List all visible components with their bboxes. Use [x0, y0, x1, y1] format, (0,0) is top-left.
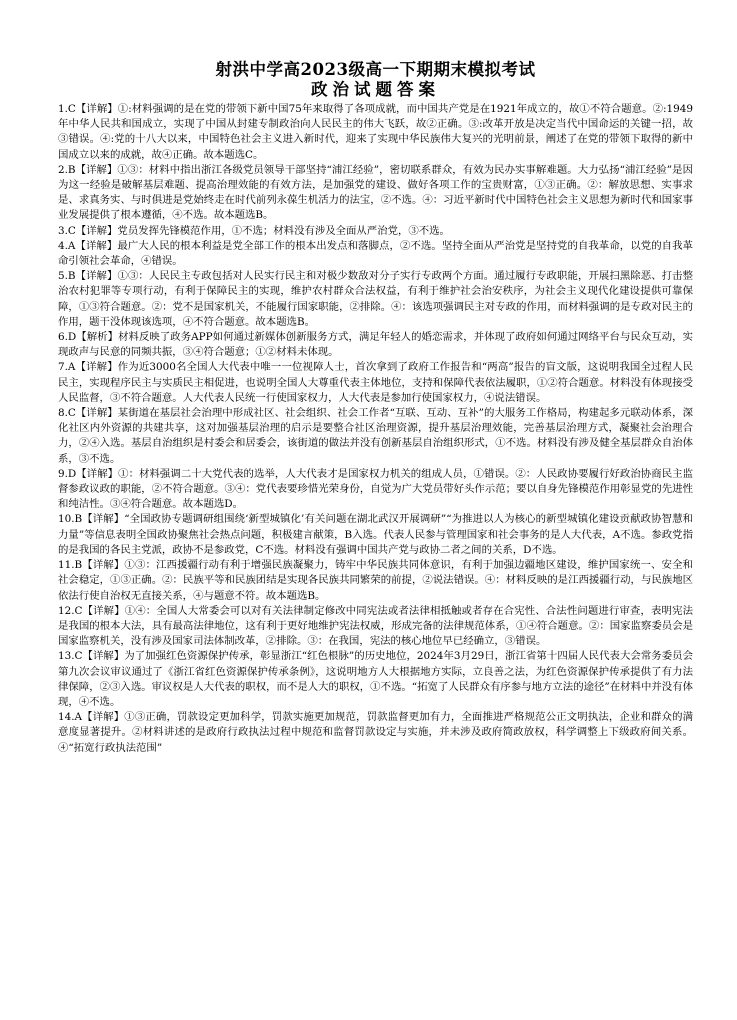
answer-item: 13.C【详解】为了加强红色资源保护传承，彰显浙江“红色根脉”的历史地位，2024年3月29日，浙江省第十四届人民代表大会常务委员会第九次会议审议通过了《浙江省红色资源保护传承条例》，这说明地方人大根据地方实际，立良善之法，为红色资源保护传承提供了有力法律保障，②③入选。审议权是人大代表的职权，而不是人大的职权，①不选。“拓宽了人民群众有序参与地方立法的途径”在材料中并没有体现，④不选。 [58, 650, 693, 708]
answer-item: 3.C【详解】党员发挥先锋模范作用，①不选；材料没有涉及全面从严治党，③不选。 [58, 224, 450, 237]
answer-item: 4.A【详解】最广大人民的根本利益是党全部工作的根本出发点和落脚点，②不选。坚持全面从严治党是坚持党的自我革命，以党的自我革命引领社会革命，④错误。 [58, 239, 693, 268]
answer-item: 14.A【详解】①③正确，罚款设定更加科学，罚款实施更加规范，罚款监督更加有力，全面推进严格规范公正文明执法，企业和群众的满意度显著提升。②材料讲述的是政府行政执法过程中规范和监督罚款设定与实施，并未涉及政府简政放权，科学调整上下级政府间关系。④“拓宽行政执法范围” [58, 711, 693, 754]
answer-item: 9.D【详解】①：材料强调二十大党代表的选举，人大代表才是国家权力机关的组成人员，①错误。②：人民政协要履行好政治协商民主监督参政议政的职能，②不符合题意。③④：党代表要珍惜光荣身份，自觉为广大党员带好头作示范；要以自身先锋模范作用彰显党的先进性和纯洁性。③④符合题意。故本题选D。 [58, 467, 693, 511]
answer-item: 1.C【详解】①:材料强调的是在党的带领下新中国75年来取得了各项成就，而中国共产党是在1921年成立的，故①不符合题意。②:1949年中华人民共和国成立，实现了中国从封建专制政治向人民民主的伟大飞跃，故②正确。③:改革开放是决定当代中国命运的关键一招，故③错误。④:党的十八大以来，中国特色社会主义进入新时代，迎来了实现中华民族伟大复兴的光明前景，阐述了在党的带领下取得的新中国成立以来的成就，故④正确。故本题选C。 [58, 103, 693, 161]
answer-item: 7.A【详解】作为近3000名全国人大代表中唯一一位视障人士，首次拿到了政府工作报告和“两高”报告的盲文版，这说明我国全过程人民民主，实现程序民主与实质民主相促进，也说明全国人大尊重代表主体地位，支持和保障代表依法履职，①②符合题意。材料没有体现接受人民监督，③不符合题意。人大代表人民统一行使国家权力，人大代表是参加行使国家权力，④说法错误。 [58, 361, 693, 404]
answer-item: 12.C【详解】①④：全国人大常委会可以对有关法律制定修改中同宪法或者法律相抵触或者存在合宪性、合法性问题进行审查，表明宪法是我国的根本大法，具有最高法律地位，这有利于更好地维护宪法权威，形成完备的法律规范体系，①④符合题意。②：国家监察委员会是国家监察机关，没有涉及国家司法体制改革，②排除。③：在我国，宪法的核心地位早已经确立，③错误。 [58, 604, 693, 648]
document-title: 射洪中学高2023级高一下期期末模拟考试 [215, 60, 536, 79]
answer-item: 11.B【详解】①③：江西援疆行动有利于增强民族凝聚力，铸牢中华民族共同体意识，有利于加强边疆地区建设，维护国家统一、安全和社会稳定，①③正确。②：民族平等和民族团结是实现各民族共同繁荣的前提，②说法错误。④：材料反映的是江西援疆行动，与民族地区依法行使自治权无直接关系，④与题意不符。故本题选B。 [58, 559, 693, 602]
answer-item: 6.D【解析】材料反映了政务APP如何通过新媒体创新服务方式，满足年轻人的婚恋需求，并体现了政府如何通过网络平台与民众互动，实现政声与民意的同频共振，③④符合题意；①②材料未体现。 [58, 331, 693, 359]
document-subtitle: 政治试题答案 [311, 80, 440, 99]
answer-item: 2.B【详解】①③：材料中指出浙江各级党员领导干部坚持“浦江经验”，密切联系群众，有效为民办实事解难题。大力弘扬“浦江经验”是因为这一经验是破解基层难题、提高治理效能的有效方法，是加强党的建设、做好各项工作的宝贵财富，①③正确。②：解放思想、实事求是、求真务实、与时俱进是党始终走在时代前列永葆生机活力的法宝，②不选。④：习近平新时代中国特色社会主义思想为新时代和国家事业发展提供了根本遵循，④不选。故本题选B。 [58, 163, 693, 222]
answer-item: 10.B【详解】“全国政协专题调研组围绕‘新型城镇化’有关问题在湖北武汉开展调研”“为推进以人为核心的新型城镇化建设贡献政协智慧和力量”等信息表明全国政协聚焦社会热点问题，积极建言献策，B入选。代表人民参与管理国家和社会事务的是人大代表，A不选。参政党指的是我国的各民主党派，政协不是参政党，C不选。材料没有强调中国共产党与政协二者之间的关系，D不选。 [58, 513, 693, 556]
answer-list [58, 102, 693, 756]
answer-item: 8.C【详解】某街道在基层社会治理中形成社区、社会组织、社会工作者“互联、互动、互补”的大服务工作格局，构建起多元联动体系，深化社区内外资源的共建共享，这对加强基层治理的启示是要整合社区治理资源，提升基层治理效能，完善基层治理方式，凝聚社会治理合力，②④入选。基层自治组织是村委会和居委会，该街道的做法并没有创新基层自治组织形式，①不选。材料没有涉及健全基层群众自治体系，③不选。 [58, 407, 693, 465]
answer-item: 5.B【详解】①③：人民民主专政包括对人民实行民主和对极少数敌对分子实行专政两个方面。通过履行专政职能，开展扫黑除恶、打击整治农村犯罪等专项行动，有利于保障民主的实现，维护农村群众合法权益，有利于维护社会治安秩序，为社会主义现代化建设提供可靠保障，①③符合题意。②：党不是国家机关，不能履行国家职能，②排除。④：该选项强调民主对专政的作用，而材料强调的是专政对民主的作用，题干没体现该选项，④不符合题意。故本题选B。 [58, 270, 693, 328]
